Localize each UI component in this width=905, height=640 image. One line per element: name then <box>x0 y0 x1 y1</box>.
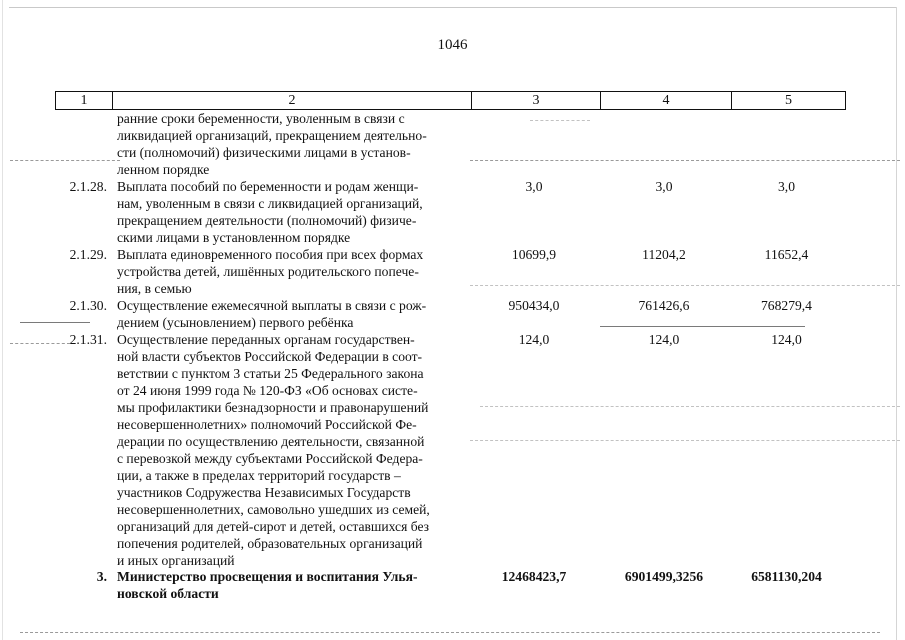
text-line: дением (усыновлением) первого ребёнка <box>117 315 354 330</box>
text-line: сти (полномочий) физическими лицами в установ- <box>117 145 411 160</box>
text-line: попечения родителей, образовательных организаций <box>117 536 423 551</box>
text-line: от 24 июня 1999 года № 120-ФЗ «Об основах систе- <box>117 383 418 398</box>
scan-edge-top <box>9 7 897 8</box>
text-line: с перевозкой между субъектами Российской Федера- <box>117 451 423 466</box>
header-col-4: 4 <box>600 92 731 109</box>
value-col-3: 3,0 <box>525 179 543 194</box>
header-col-1: 1 <box>80 93 88 108</box>
text-line: Осуществление ежемесячной выплаты в связи с рож- <box>117 298 427 313</box>
text-line: несовершеннолетних» полномочий Российской Фе- <box>117 417 417 432</box>
text-line: Выплата пособий по беременности и родам женщи- <box>117 179 419 194</box>
value-col-3: 950434,0 <box>508 298 560 313</box>
text-line: Министерство просвещения и воспитания Улья- <box>117 569 418 584</box>
text-line: ленном порядке <box>117 162 210 177</box>
value-col-3: 124,0 <box>518 332 550 347</box>
text-line: Осуществление переданных органам государствен- <box>117 332 415 347</box>
row-text <box>117 246 465 297</box>
text-line: ции, а также в пределах территорий государств – <box>117 468 401 483</box>
scan-artifact-line <box>10 343 70 344</box>
text-line: ной власти субъектов Российской Федерации в соот- <box>117 349 423 364</box>
text-line: ликвидацией организаций, прекращением деятельно- <box>117 128 427 143</box>
header-col-3: 3 <box>471 92 600 109</box>
scan-edge-left <box>2 0 3 640</box>
row-text <box>117 110 465 178</box>
text-line: и иных организаций <box>117 553 235 568</box>
row-number: 2.1.31. <box>69 332 107 347</box>
value-col-4: 124,0 <box>648 332 680 347</box>
scan-artifact-line <box>530 120 590 121</box>
table-header-row <box>55 91 846 110</box>
value-col-3: 12468423,7 <box>501 569 567 584</box>
value-col-5: 11652,4 <box>764 247 809 262</box>
value-col-3: 10699,9 <box>511 247 557 262</box>
text-line: ния, в семью <box>117 281 192 296</box>
text-line: Выплата единовременного пособия при всех формах <box>117 247 424 262</box>
value-col-5: 124,0 <box>771 332 802 347</box>
text-line: дерации по осуществлению деятельности, связанной <box>117 434 425 449</box>
scan-artifact-line <box>470 160 900 161</box>
page-number: 1046 <box>437 37 468 53</box>
row-text <box>117 178 465 246</box>
value-col-4: 761426,6 <box>638 298 690 313</box>
text-line: несовершеннолетних, самовольно ушедших из семей, <box>117 502 430 517</box>
text-line: ветствии с пунктом 3 статьи 25 Федерального закона <box>117 366 424 381</box>
scan-artifact-line <box>470 285 900 286</box>
text-line: мы профилактики безнадзорности и правонарушений <box>117 400 429 415</box>
scan-artifact-line <box>470 440 900 441</box>
value-col-4: 3,0 <box>655 179 673 194</box>
text-line: ранние сроки беременности, уволенным в связи с <box>117 111 405 126</box>
value-col-4: 11204,2 <box>642 247 686 262</box>
row-number: 3. <box>96 569 107 584</box>
scan-artifact-line <box>20 322 90 323</box>
value-col-4: 6901499,3256 <box>624 569 704 584</box>
scan-artifact-line <box>600 326 805 327</box>
row-text <box>117 297 465 331</box>
row-number: 2.1.29. <box>69 247 107 262</box>
value-col-5: 3,0 <box>778 179 795 194</box>
scan-artifact-line <box>20 632 880 633</box>
scan-artifact-line <box>10 160 120 161</box>
row-text <box>117 331 465 569</box>
value-col-5: 6581130,204 <box>751 569 822 584</box>
text-line: прекращением деятельности (полномочий) физиче- <box>117 213 417 228</box>
row-text <box>117 568 465 602</box>
text-line: скими лицами в установленном порядке <box>117 230 351 245</box>
text-line: организаций для детей-сирот и детей, оставшихся без <box>117 519 430 534</box>
header-col-2: 2 <box>112 92 471 109</box>
text-line: новской области <box>117 586 219 601</box>
scan-edge-right <box>896 7 897 640</box>
text-line: устройства детей, лишённых родительского попече- <box>117 264 419 279</box>
header-col-5: 5 <box>731 92 845 109</box>
value-col-5: 768279,4 <box>761 298 812 313</box>
scan-artifact-line <box>480 406 900 407</box>
text-line: участников Содружества Независимых Государств <box>117 485 411 500</box>
row-number: 2.1.28. <box>69 179 107 194</box>
row-number: 2.1.30. <box>69 298 107 313</box>
text-line: нам, уволенным в связи с ликвидацией организаций, <box>117 196 423 211</box>
